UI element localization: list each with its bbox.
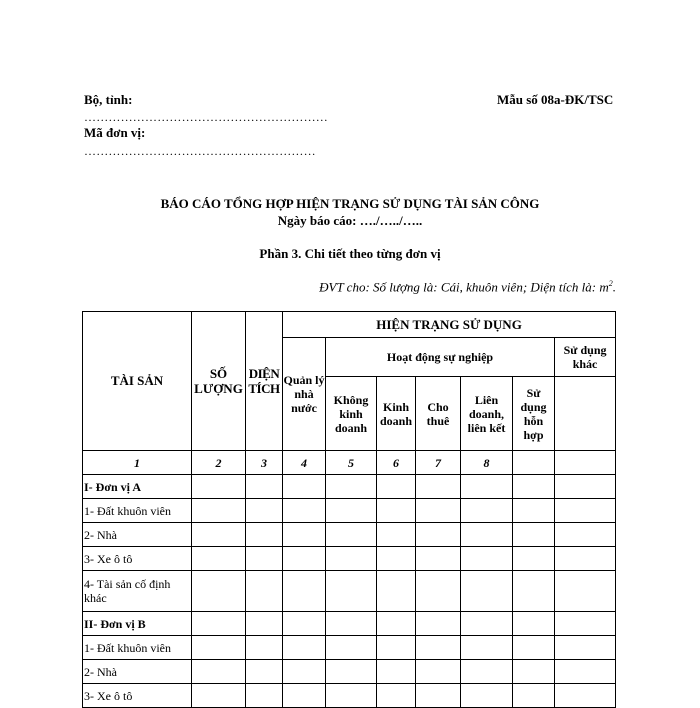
col-asset-header: TÀI SẢN <box>83 312 192 451</box>
col-number: 6 <box>377 451 416 475</box>
report-title: BÁO CÁO TỔNG HỢP HIỆN TRẠNG SỬ DỤNG TÀI SẢN CÔNG <box>160 196 540 211</box>
row-label: 3- Xe ô tô <box>83 684 192 708</box>
table-row <box>83 684 616 708</box>
table-cell <box>513 684 555 708</box>
col-lease-header: Cho thuê <box>416 377 461 451</box>
status-table <box>82 311 616 708</box>
table-cell <box>377 499 416 523</box>
table-cell <box>192 523 246 547</box>
col-number: 4 <box>283 451 326 475</box>
report-date: Ngày báo cáo: …./…../….. <box>277 213 423 228</box>
table-cell <box>555 660 616 684</box>
table-cell <box>283 684 326 708</box>
table-cell <box>461 636 513 660</box>
table-cell <box>513 475 555 499</box>
table-cell <box>555 523 616 547</box>
table-cell <box>377 475 416 499</box>
unit-note <box>319 279 616 295</box>
table-cell <box>555 499 616 523</box>
table-cell <box>283 547 326 571</box>
col-other-header: Sử dụng khác <box>555 338 616 377</box>
column-number-row <box>83 451 616 475</box>
col-quantity-header: SỐ LƯỢNG <box>192 312 246 451</box>
group-status-header: HIỆN TRẠNG SỬ DỤNG <box>283 312 616 338</box>
table-cell <box>192 660 246 684</box>
table-cell <box>461 684 513 708</box>
table-cell <box>326 523 377 547</box>
table-cell <box>416 660 461 684</box>
table-cell <box>283 523 326 547</box>
table-cell <box>377 660 416 684</box>
row-label: 2- Nhà <box>83 523 192 547</box>
table-cell <box>283 660 326 684</box>
ministry-label: Bộ, tỉnh: <box>84 92 133 107</box>
table-cell <box>377 636 416 660</box>
table-cell <box>192 499 246 523</box>
col-number: 5 <box>326 451 377 475</box>
table-row <box>83 523 616 547</box>
col-number: 3 <box>246 451 283 475</box>
table-cell <box>283 571 326 612</box>
data-rows <box>83 475 616 708</box>
col-joint-header: Liên doanh, liên kết <box>461 377 513 451</box>
table-row <box>83 475 616 499</box>
table-cell <box>326 636 377 660</box>
table-cell <box>283 499 326 523</box>
table-cell <box>326 684 377 708</box>
table-cell <box>461 523 513 547</box>
table-cell <box>416 684 461 708</box>
header-row-1 <box>83 312 616 338</box>
table-cell <box>461 660 513 684</box>
table-cell <box>513 547 555 571</box>
table-cell <box>416 547 461 571</box>
table-cell <box>326 571 377 612</box>
ministry-dots: …………………………………………………… <box>84 110 328 124</box>
table-row <box>83 660 616 684</box>
col-number <box>513 451 555 475</box>
table-cell <box>283 475 326 499</box>
table-cell <box>283 636 326 660</box>
col-number: 7 <box>416 451 461 475</box>
table-cell <box>461 547 513 571</box>
col-other-empty <box>555 377 616 451</box>
table-cell <box>555 475 616 499</box>
table-cell <box>513 636 555 660</box>
table-row <box>83 571 616 612</box>
row-label: 4- Tài sản cố định khác <box>83 571 192 612</box>
row-label: 3- Xe ô tô <box>83 547 192 571</box>
table-cell <box>555 684 616 708</box>
table-cell <box>192 475 246 499</box>
unit-label: Mã đơn vị: <box>84 125 146 140</box>
table-cell <box>326 499 377 523</box>
unit-dots: ………………………………………………… <box>84 144 316 158</box>
col-number <box>555 451 616 475</box>
table-cell <box>377 571 416 612</box>
group-career-header: Hoạt động sự nghiệp <box>326 338 555 377</box>
table-cell <box>377 523 416 547</box>
table-cell <box>377 547 416 571</box>
col-non-business-header: Không kinh doanh <box>326 377 377 451</box>
table-cell <box>192 612 246 636</box>
table-cell <box>461 475 513 499</box>
row-label: II- Đơn vị B <box>83 612 192 636</box>
table-cell <box>555 547 616 571</box>
row-label: 1- Đất khuôn viên <box>83 636 192 660</box>
table-cell <box>461 499 513 523</box>
table-cell <box>555 571 616 612</box>
table-cell <box>246 547 283 571</box>
col-state-mgmt-header: Quản lý nhà nước <box>283 338 326 451</box>
col-number: 2 <box>192 451 246 475</box>
table-cell <box>283 612 326 636</box>
row-label: 2- Nhà <box>83 660 192 684</box>
table-cell <box>513 660 555 684</box>
table-cell <box>246 475 283 499</box>
col-area-header: DIỆN TÍCH <box>246 312 283 451</box>
table-cell <box>192 547 246 571</box>
table-cell <box>246 660 283 684</box>
table-cell <box>246 523 283 547</box>
table-cell <box>326 475 377 499</box>
table-cell <box>377 684 416 708</box>
table-cell <box>326 547 377 571</box>
table-row <box>83 612 616 636</box>
table-cell <box>192 636 246 660</box>
unit-note-superscript: 2 <box>608 279 613 288</box>
table-row <box>83 636 616 660</box>
col-business-header: Kinh doanh <box>377 377 416 451</box>
table-cell <box>192 684 246 708</box>
section-title: Phần 3. Chi tiết theo từng đơn vị <box>259 246 441 261</box>
unit-note-text: ĐVT cho: Số lượng là: Cái, khuôn viên; Diện tích là: m <box>319 279 609 295</box>
col-number: 1 <box>83 451 192 475</box>
table-cell <box>555 636 616 660</box>
table-cell <box>246 571 283 612</box>
table-cell <box>246 499 283 523</box>
row-label: 1- Đất khuôn viên <box>83 499 192 523</box>
table-cell <box>326 660 377 684</box>
row-label: I- Đơn vị A <box>83 475 192 499</box>
table-cell <box>461 571 513 612</box>
table-cell <box>326 612 377 636</box>
table-cell <box>513 499 555 523</box>
table-cell <box>416 636 461 660</box>
table-cell <box>246 612 283 636</box>
table-cell <box>513 612 555 636</box>
col-mixed-header: Sử dụng hỗn hợp <box>513 377 555 451</box>
table-cell <box>416 499 461 523</box>
table-cell <box>416 571 461 612</box>
table-cell <box>416 612 461 636</box>
unit-note-end: . <box>612 279 616 295</box>
col-number: 8 <box>461 451 513 475</box>
table-row <box>83 499 616 523</box>
table-cell <box>513 571 555 612</box>
table-row <box>83 547 616 571</box>
table-cell <box>377 612 416 636</box>
table-cell <box>461 612 513 636</box>
table-cell <box>416 523 461 547</box>
form-code: Mẫu số 08a-ĐK/TSC <box>497 92 614 107</box>
table-cell <box>192 571 246 612</box>
table-cell <box>555 612 616 636</box>
table-cell <box>246 636 283 660</box>
table-cell <box>246 684 283 708</box>
table-cell <box>513 523 555 547</box>
table-cell <box>416 475 461 499</box>
